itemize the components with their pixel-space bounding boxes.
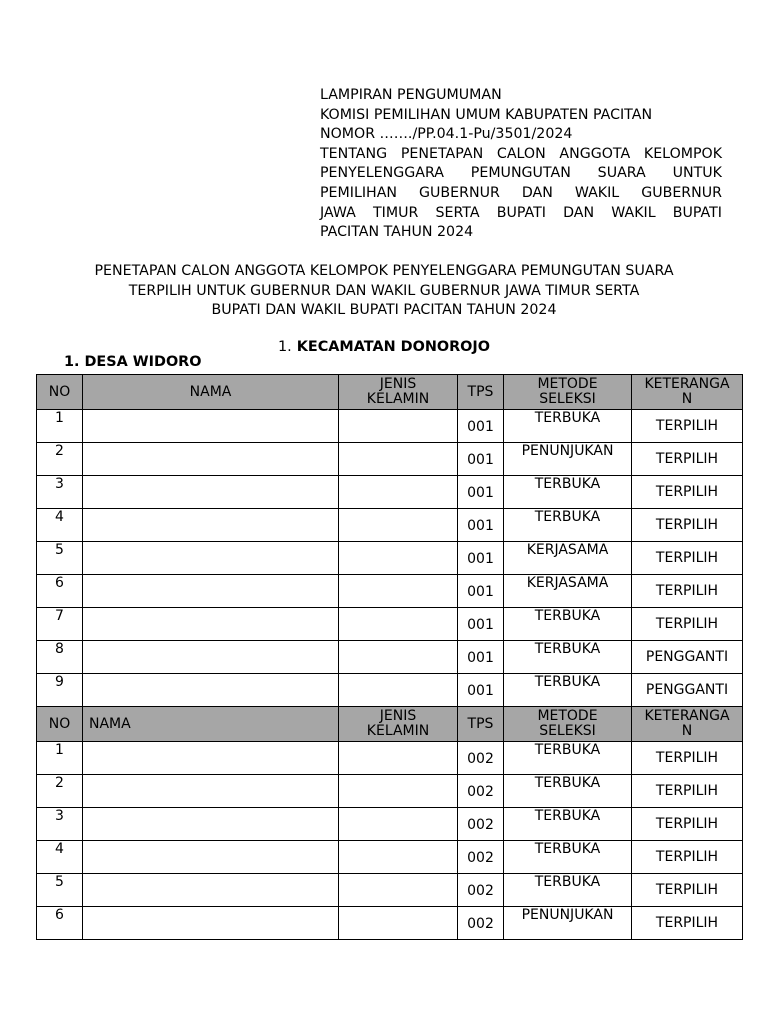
header-jenis-kelamin-line: KELAMIN: [366, 391, 430, 407]
cell-metode-seleksi: TERBUKA: [504, 775, 632, 808]
cell-keterangan: TERPILIH: [632, 608, 743, 641]
header-no: NO: [37, 707, 83, 742]
table-row: [37, 509, 743, 542]
cell-keterangan: TERPILIH: [632, 476, 743, 509]
cell-keterangan: PENGGANTI: [632, 641, 743, 674]
table-row: [37, 410, 743, 443]
cell-tps: 002: [458, 808, 504, 841]
cell-no: 8: [37, 641, 83, 674]
lampiran-tentang-line: PACITAN TAHUN 2024: [320, 224, 474, 241]
header-keterangan: [632, 707, 743, 742]
header-metode-seleksi-line: METODE: [537, 708, 598, 724]
desa-heading: 1. DESA WIDORO: [64, 354, 202, 370]
cell-tps: 001: [458, 608, 504, 641]
cell-keterangan: TERPILIH: [632, 775, 743, 808]
cell-keterangan: TERPILIH: [632, 443, 743, 476]
cell-no: 9: [37, 674, 83, 707]
cell-no: 3: [37, 476, 83, 509]
cell-no: 1: [37, 742, 83, 775]
document-title-line: BUPATI DAN WAKIL BUPATI PACITAN TAHUN 2024: [211, 302, 557, 319]
table-row: [37, 575, 743, 608]
cell-nama: [83, 907, 339, 940]
cell-no: 6: [37, 907, 83, 940]
cell-no: 2: [37, 443, 83, 476]
cell-keterangan: TERPILIH: [632, 542, 743, 575]
cell-metode-seleksi: TERBUKA: [504, 874, 632, 907]
header-keterangan: [632, 375, 743, 410]
cell-no: 6: [37, 575, 83, 608]
table-row: [37, 476, 743, 509]
cell-metode-seleksi: KERJASAMA: [504, 575, 632, 608]
table-header-row: [37, 707, 743, 742]
header-jenis-kelamin-line: KELAMIN: [366, 723, 430, 739]
cell-jenis-kelamin: [339, 641, 458, 674]
document-title-line: PENETAPAN CALON ANGGOTA KELOMPOK PENYELENGGARA PEMUNGUTAN SUARA: [94, 263, 674, 279]
header-metode-seleksi-line: SELEKSI: [539, 723, 596, 739]
cell-jenis-kelamin: [339, 410, 458, 443]
lampiran-nomor: NOMOR ……./PP.04.1-Pu/3501/2024: [320, 126, 573, 143]
cell-jenis-kelamin: [339, 907, 458, 940]
cell-nama: [83, 443, 339, 476]
lampiran-tentang-line: JAWA TIMUR SERTA BUPATI DAN WAKIL BUPATI: [320, 204, 722, 221]
table-row: [37, 641, 743, 674]
cell-jenis-kelamin: [339, 608, 458, 641]
cell-metode-seleksi: PENUNJUKAN: [504, 443, 632, 476]
table-row: [37, 808, 743, 841]
table-row: [37, 775, 743, 808]
cell-no: 5: [37, 874, 83, 907]
cell-metode-seleksi: KERJASAMA: [504, 542, 632, 575]
cell-metode-seleksi: TERBUKA: [504, 410, 632, 443]
table-row: [37, 907, 743, 940]
cell-jenis-kelamin: [339, 443, 458, 476]
cell-tps: 002: [458, 874, 504, 907]
cell-keterangan: TERPILIH: [632, 575, 743, 608]
header-jenis-kelamin-line: JENIS: [379, 708, 417, 724]
cell-metode-seleksi: TERBUKA: [504, 476, 632, 509]
cell-jenis-kelamin: [339, 575, 458, 608]
cell-tps: 001: [458, 641, 504, 674]
cell-keterangan: PENGGANTI: [632, 674, 743, 707]
cell-nama: [83, 410, 339, 443]
header-metode-seleksi-line: METODE: [537, 376, 598, 392]
cell-jenis-kelamin: [339, 742, 458, 775]
cell-tps: 001: [458, 509, 504, 542]
cell-nama: [83, 608, 339, 641]
cell-jenis-kelamin: [339, 841, 458, 874]
lampiran-tentang-line: PENYELENGGARA PEMUNGUTAN SUARA UNTUK: [320, 165, 722, 182]
header-nama: NAMA: [83, 375, 339, 410]
cell-nama: [83, 742, 339, 775]
document-title: [36, 262, 732, 321]
kecamatan-heading: [0, 339, 768, 355]
cell-no: 1: [37, 410, 83, 443]
cell-keterangan: TERPILIH: [632, 742, 743, 775]
cell-jenis-kelamin: [339, 509, 458, 542]
cell-nama: [83, 874, 339, 907]
table-row: [37, 443, 743, 476]
cell-tps: 001: [458, 542, 504, 575]
header-tps: TPS: [458, 375, 504, 410]
cell-jenis-kelamin: [339, 808, 458, 841]
header-keterangan-line: N: [681, 723, 693, 739]
cell-metode-seleksi: PENUNJUKAN: [504, 907, 632, 940]
table-row: [37, 542, 743, 575]
cell-no: 4: [37, 841, 83, 874]
header-keterangan-line: N: [681, 391, 693, 407]
cell-nama: [83, 476, 339, 509]
cell-keterangan: TERPILIH: [632, 410, 743, 443]
lampiran-line: LAMPIRAN PENGUMUMAN: [320, 87, 502, 103]
cell-metode-seleksi: TERBUKA: [504, 608, 632, 641]
cell-nama: [83, 808, 339, 841]
cell-tps: 002: [458, 907, 504, 940]
header-no: NO: [37, 375, 83, 410]
cell-nama: [83, 509, 339, 542]
cell-tps: 001: [458, 575, 504, 608]
cell-metode-seleksi: TERBUKA: [504, 808, 632, 841]
cell-no: 7: [37, 608, 83, 641]
header-metode-seleksi-line: SELEKSI: [539, 391, 596, 407]
cell-jenis-kelamin: [339, 874, 458, 907]
kecamatan-name: KECAMATAN DONOROJO: [296, 339, 491, 355]
cell-tps: 001: [458, 410, 504, 443]
cell-jenis-kelamin: [339, 674, 458, 707]
cell-tps: 002: [458, 742, 504, 775]
cell-no: 5: [37, 542, 83, 575]
cell-nama: [83, 775, 339, 808]
cell-jenis-kelamin: [339, 775, 458, 808]
cell-nama: [83, 841, 339, 874]
cell-metode-seleksi: TERBUKA: [504, 641, 632, 674]
table-row: [37, 674, 743, 707]
kecamatan-number: 1.: [277, 339, 292, 355]
table-row: [37, 874, 743, 907]
cell-no: 4: [37, 509, 83, 542]
participants-table: [36, 374, 743, 940]
header-keterangan-line: KETERANGA: [644, 376, 730, 392]
lampiran-tentang-line: TENTANG PENETAPAN CALON ANGGOTA KELOMPOK: [320, 145, 722, 162]
header-metode-seleksi: [504, 707, 632, 742]
cell-keterangan: TERPILIH: [632, 808, 743, 841]
cell-keterangan: TERPILIH: [632, 907, 743, 940]
cell-keterangan: TERPILIH: [632, 841, 743, 874]
lampiran-line: KOMISI PEMILIHAN UMUM KABUPATEN PACITAN: [320, 106, 653, 123]
document-title-line: TERPILIH UNTUK GUBERNUR DAN WAKIL GUBERNUR JAWA TIMUR SERTA: [128, 282, 640, 299]
cell-nama: [83, 641, 339, 674]
cell-no: 3: [37, 808, 83, 841]
cell-tps: 001: [458, 443, 504, 476]
table-row: [37, 841, 743, 874]
cell-tps: 002: [458, 841, 504, 874]
cell-metode-seleksi: TERBUKA: [504, 509, 632, 542]
header-jenis-kelamin: [339, 707, 458, 742]
header-tps: TPS: [458, 707, 504, 742]
lampiran-header: [320, 86, 722, 243]
cell-metode-seleksi: TERBUKA: [504, 674, 632, 707]
table-row: [37, 608, 743, 641]
cell-keterangan: TERPILIH: [632, 874, 743, 907]
header-metode-seleksi: [504, 375, 632, 410]
cell-tps: 001: [458, 674, 504, 707]
cell-metode-seleksi: TERBUKA: [504, 841, 632, 874]
cell-tps: 002: [458, 775, 504, 808]
cell-jenis-kelamin: [339, 542, 458, 575]
header-jenis-kelamin-line: JENIS: [379, 376, 417, 392]
cell-nama: [83, 542, 339, 575]
cell-metode-seleksi: TERBUKA: [504, 742, 632, 775]
cell-keterangan: TERPILIH: [632, 509, 743, 542]
cell-jenis-kelamin: [339, 476, 458, 509]
lampiran-tentang-line: PEMILIHAN GUBERNUR DAN WAKIL GUBERNUR: [320, 184, 722, 201]
table-row: [37, 742, 743, 775]
header-jenis-kelamin: [339, 375, 458, 410]
header-keterangan-line: KETERANGA: [644, 708, 730, 724]
cell-no: 2: [37, 775, 83, 808]
table-header-row: [37, 375, 743, 410]
cell-nama: [83, 575, 339, 608]
cell-tps: 001: [458, 476, 504, 509]
cell-nama: [83, 674, 339, 707]
header-nama: NAMA: [83, 707, 339, 742]
